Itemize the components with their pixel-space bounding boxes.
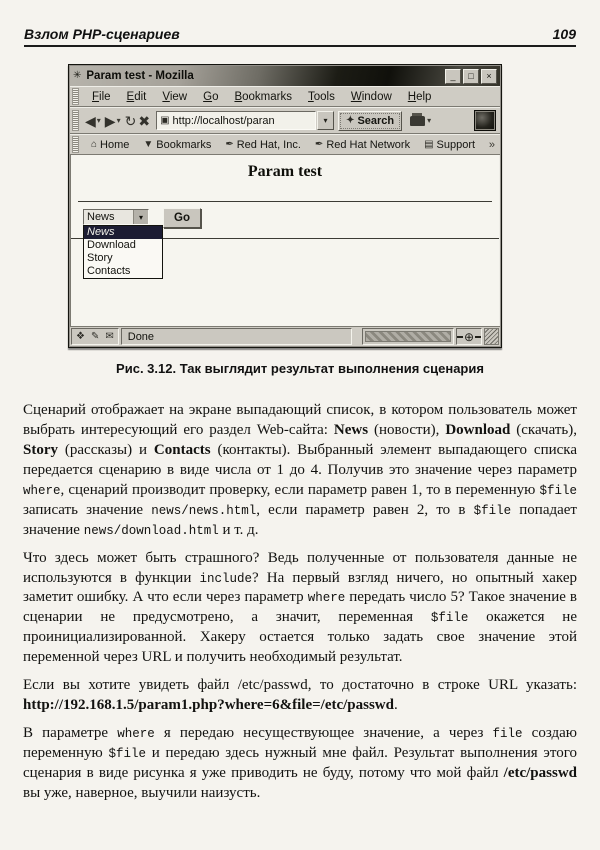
page-title: Param test bbox=[247, 163, 323, 180]
text-segment: (контакты). Выбранный элемент выпадающего списка передается сценарию в виде числа от 1 до 4. Получив это значение через параметр bbox=[23, 441, 577, 478]
text-segment: (новости), bbox=[368, 421, 446, 438]
toolbar-grippy[interactable] bbox=[72, 110, 79, 132]
figure-caption-label: Рис. 3.12. bbox=[116, 361, 177, 376]
select-value: News bbox=[87, 211, 115, 223]
maximize-button[interactable]: □ bbox=[463, 69, 479, 84]
text-segment: $file bbox=[108, 747, 146, 761]
text-segment: В параметре bbox=[23, 725, 118, 742]
forward-dropdown-icon[interactable]: ▾ bbox=[116, 116, 121, 125]
online-status[interactable] bbox=[456, 328, 482, 345]
menu-bookmarks[interactable]: Bookmarks bbox=[234, 90, 292, 103]
text-segment: вы уже, наверное, выучили наизусть. bbox=[23, 784, 261, 801]
header-rule bbox=[24, 45, 576, 47]
print-icon[interactable] bbox=[410, 116, 425, 126]
text-segment: записать значение bbox=[23, 501, 152, 518]
browser-content bbox=[70, 155, 500, 326]
paragraph bbox=[23, 401, 577, 541]
bookmark-home[interactable] bbox=[91, 139, 129, 151]
status-bar bbox=[70, 326, 500, 346]
text-segment: file bbox=[492, 727, 523, 742]
text-segment: и т. д. bbox=[218, 521, 259, 538]
text-segment: (рассказы) и bbox=[58, 441, 154, 458]
text-segment: , сценарий производит проверку, если параметр равен 1, то в переменную bbox=[60, 481, 540, 498]
option-news[interactable]: News bbox=[84, 226, 162, 239]
paragraph bbox=[23, 549, 577, 669]
navigation-toolbar bbox=[70, 107, 500, 134]
bookmark-redhat-network[interactable] bbox=[315, 139, 410, 151]
reload-icon[interactable]: ↻ bbox=[124, 112, 137, 129]
text-segment: include bbox=[199, 571, 252, 586]
bookmarks-icon: ▼ bbox=[143, 138, 154, 150]
bookmark-label: Home bbox=[100, 138, 130, 151]
figure-caption bbox=[0, 361, 600, 376]
resize-grip[interactable] bbox=[484, 328, 499, 345]
progress-stripes bbox=[365, 331, 451, 342]
mozilla-logo[interactable] bbox=[474, 110, 496, 131]
option-story[interactable]: Story bbox=[87, 252, 113, 264]
bookmark-support[interactable] bbox=[424, 139, 475, 151]
menu-edit[interactable]: Edit bbox=[126, 90, 147, 103]
go-button[interactable]: Go bbox=[163, 208, 201, 228]
running-header bbox=[24, 26, 576, 42]
bookmark-label: Bookmarks bbox=[156, 138, 212, 151]
window-buttons bbox=[445, 69, 497, 84]
text-segment: , если параметр равен 2, то в bbox=[256, 501, 474, 518]
text-segment: Сценарий отображает на экране выпадающий список, в котором пользователь может выбрать интересующий его раздел Web-сайта: bbox=[23, 402, 577, 438]
bookmark-label: Red Hat, Inc. bbox=[236, 138, 301, 151]
text-segment: Story bbox=[23, 441, 58, 458]
page-number: 109 bbox=[552, 26, 576, 42]
search-button-label: Search bbox=[357, 114, 395, 127]
stop-icon[interactable]: ✖ bbox=[138, 112, 151, 129]
menu-file[interactable]: File bbox=[92, 90, 111, 103]
search-button[interactable] bbox=[338, 111, 402, 131]
minimize-button[interactable]: _ bbox=[445, 69, 461, 84]
red-hat-icon: ✒ bbox=[314, 138, 324, 150]
menu-go[interactable]: Go bbox=[203, 90, 219, 103]
window-title: Param test - Mozilla bbox=[86, 70, 194, 82]
page-proxy-icon: ▣ bbox=[160, 115, 170, 126]
toolbar-grippy[interactable] bbox=[72, 136, 79, 153]
text-segment: передать число 5? Такое значение в сценарии не предусмотрено, а значит, переменная bbox=[23, 589, 577, 626]
option-contacts[interactable]: Contacts bbox=[87, 265, 131, 277]
print-dropdown-icon[interactable]: ▾ bbox=[427, 116, 432, 125]
progress-bar bbox=[362, 328, 454, 345]
text-segment: where bbox=[23, 483, 61, 498]
online-plug-icon: ⊕ bbox=[463, 329, 475, 344]
text-segment: http://192.168.1.5/param1.php?where=6&file=/etc/passwd bbox=[23, 697, 394, 714]
personal-toolbar bbox=[70, 134, 500, 155]
text-segment: Contacts bbox=[153, 441, 211, 458]
select-dropdown-list bbox=[83, 225, 163, 279]
window-titlebar[interactable] bbox=[70, 66, 500, 86]
paragraph bbox=[23, 724, 577, 804]
url-history-dropdown[interactable]: ▾ bbox=[317, 111, 334, 130]
menu-view[interactable]: View bbox=[162, 90, 188, 103]
text-segment: (скачать), bbox=[510, 421, 577, 438]
text-segment: и передаю здесь нужный мне файл. Результат выполнения этого сценария в виде рисунка я уже приводить не буду, потому что мой файл bbox=[23, 745, 577, 781]
red-hat-icon: ✒ bbox=[225, 138, 234, 150]
text-segment: Что здесь может быть страшного? Ведь полученные от пользователя данные не используются в функции bbox=[23, 549, 577, 586]
option-download[interactable]: Download bbox=[87, 239, 136, 251]
url-bar[interactable] bbox=[156, 111, 316, 130]
bookmark-label: Support bbox=[436, 138, 476, 151]
bookmark-label: Red Hat Network bbox=[326, 138, 411, 151]
text-segment: попадает значение bbox=[23, 501, 577, 538]
text-segment: news/download.html bbox=[83, 523, 219, 538]
horizontal-rule bbox=[78, 201, 492, 202]
text-segment: ? На первый взгляд ничего, но опытный хакер заметит ошибку. А что если через параметр bbox=[23, 569, 577, 606]
toolbar-grippy[interactable] bbox=[72, 88, 79, 105]
back-icon[interactable]: ◀ bbox=[85, 112, 96, 129]
text-segment: News bbox=[333, 421, 369, 438]
menu-window[interactable]: Window bbox=[350, 90, 392, 103]
url-input[interactable]: http://localhost/paran bbox=[172, 114, 275, 127]
select-arrow-icon[interactable]: ▾ bbox=[133, 210, 148, 224]
body-text bbox=[23, 401, 577, 812]
text-segment: where bbox=[117, 727, 155, 742]
figure-caption-text: Так выглядит результат выполнения сценария bbox=[176, 361, 484, 376]
bookmark-redhat-inc[interactable] bbox=[225, 139, 301, 151]
text-segment: я передаю несуществующее значение, а через bbox=[154, 725, 493, 742]
back-dropdown-icon[interactable]: ▾ bbox=[96, 116, 101, 125]
text-segment: Если вы хотите увидеть файл /etc/passwd, то достаточно в строке URL указать: bbox=[23, 677, 577, 694]
support-icon: ▤ bbox=[424, 138, 434, 150]
text-segment: Download bbox=[445, 421, 511, 438]
text-segment: news/news.html bbox=[151, 503, 257, 518]
component-bar bbox=[71, 328, 119, 345]
close-button[interactable]: × bbox=[481, 69, 497, 84]
mozilla-window-icon: ✳ bbox=[73, 70, 82, 81]
text-segment: $file bbox=[539, 483, 577, 498]
running-title: Взлом PHP-сценариев bbox=[24, 26, 180, 42]
forward-icon[interactable]: ▶ bbox=[104, 112, 116, 129]
toolbar-overflow-chevron[interactable]: » bbox=[488, 138, 495, 151]
mail-icon[interactable]: ✉ bbox=[105, 330, 114, 342]
composer-icon[interactable]: ✎ bbox=[90, 330, 100, 342]
text-segment: $file bbox=[430, 611, 469, 626]
text-segment: where bbox=[307, 591, 346, 606]
bookmark-bookmarks[interactable] bbox=[143, 139, 211, 151]
text-segment: . bbox=[394, 697, 398, 714]
text-segment: /etc/passwd bbox=[503, 764, 577, 781]
status-text: Done bbox=[121, 328, 352, 345]
menu-bar bbox=[70, 86, 500, 107]
menu-tools[interactable]: Tools bbox=[308, 90, 335, 103]
navigator-icon[interactable]: ❖ bbox=[76, 330, 85, 342]
text-segment: создаю переменную bbox=[23, 725, 577, 761]
menu-help[interactable]: Help bbox=[407, 90, 432, 103]
section-select[interactable] bbox=[83, 209, 149, 225]
home-icon: ⌂ bbox=[91, 138, 98, 150]
paragraph bbox=[23, 676, 577, 716]
browser-window bbox=[68, 64, 502, 348]
search-icon: ✦ bbox=[346, 115, 355, 126]
text-segment: окажется не проинициализированной. Хакеру остается только задать свое значение этой переменной через URL и получить необходимый результат. bbox=[23, 609, 577, 666]
text-segment: $file bbox=[473, 503, 512, 518]
